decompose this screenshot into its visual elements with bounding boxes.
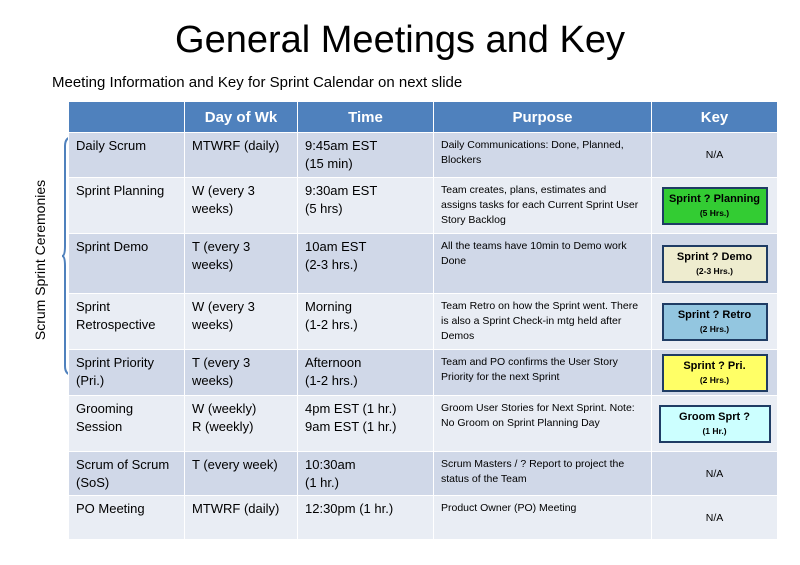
meeting-name-cell: Sprint Demo [69, 234, 185, 294]
time-cell: 9:45am EST (15 min) [298, 133, 434, 178]
time-cell: Afternoon (1-2 hrs.) [298, 350, 434, 396]
purpose-cell: Team creates, plans, estimates and assigns tasks for each Current Sprint User Story Backlog [434, 178, 652, 234]
table-row [69, 496, 778, 540]
side-label: Scrum Sprint Ceremonies [32, 179, 48, 341]
meeting-name-cell: PO Meeting [69, 496, 185, 540]
day-cell: W (every 3 weeks) [185, 294, 298, 350]
day-cell: T (every 3 weeks) [185, 350, 298, 396]
meeting-name-cell: Grooming Session [69, 396, 185, 452]
day-cell: MTWRF (daily) [185, 496, 298, 540]
key-cell [652, 133, 778, 178]
meeting-name-cell: Sprint Planning [69, 178, 185, 234]
purpose-cell: All the teams have 10min to Demo work Done [434, 234, 652, 294]
time-cell: Morning (1-2 hrs.) [298, 294, 434, 350]
header-purpose: Purpose [434, 102, 652, 133]
table-row [69, 350, 778, 396]
day-cell: T (every week) [185, 452, 298, 496]
key-na-text: N/A [705, 511, 724, 524]
key-badge-label: Sprint ? Planning [668, 192, 761, 205]
table-row [69, 178, 778, 234]
key-badge [662, 354, 768, 392]
header-key: Key [652, 102, 778, 133]
key-badge-hours: (2 Hrs.) [699, 374, 730, 385]
key-badge-hours: (2-3 Hrs.) [696, 265, 733, 276]
key-badge-label: Sprint ? Retro [677, 308, 752, 321]
table-row [69, 396, 778, 452]
key-badge-label: Sprint ? Pri. [683, 359, 746, 372]
key-badge-label: Sprint ? Demo [676, 250, 753, 263]
time-cell: 10am EST (2-3 hrs.) [298, 234, 434, 294]
table-row [69, 234, 778, 294]
purpose-cell: Daily Communications: Done, Planned, Blockers [434, 133, 652, 178]
purpose-cell: Team and PO confirms the User Story Priority for the next Sprint [434, 350, 652, 396]
table-header-row [69, 102, 778, 133]
key-badge [662, 245, 768, 283]
meeting-name-cell: Sprint Retrospective [69, 294, 185, 350]
purpose-cell: Scrum Masters / ? Report to project the status of the Team [434, 452, 652, 496]
time-cell: 4pm EST (1 hr.) 9am EST (1 hr.) [298, 396, 434, 452]
key-badge-label: Groom Sprt ? [679, 410, 750, 423]
key-cell [652, 178, 778, 234]
key-cell [652, 294, 778, 350]
key-badge [659, 405, 771, 443]
day-cell: W (every 3 weeks) [185, 178, 298, 234]
key-badge-hours: (5 Hrs.) [699, 207, 730, 218]
key-badge [662, 187, 768, 225]
purpose-cell: Groom User Stories for Next Sprint. Note: No Groom on Sprint Planning Day [434, 396, 652, 452]
meeting-name-cell: Sprint Priority (Pri.) [69, 350, 185, 396]
day-cell: W (weekly) R (weekly) [185, 396, 298, 452]
purpose-cell: Product Owner (PO) Meeting [434, 496, 652, 540]
header-day: Day of Wk [185, 102, 298, 133]
page-title: General Meetings and Key [175, 19, 625, 61]
key-badge-hours: (2 Hrs.) [699, 323, 730, 334]
key-cell [652, 234, 778, 294]
key-na-text: N/A [705, 467, 724, 480]
table-row [69, 133, 778, 178]
time-cell: 12:30pm (1 hr.) [298, 496, 434, 540]
meeting-name-cell: Scrum of Scrum (SoS) [69, 452, 185, 496]
purpose-cell: Team Retro on how the Sprint went. There is also a Sprint Check-in mtg held after Demos [434, 294, 652, 350]
time-cell: 10:30am (1 hr.) [298, 452, 434, 496]
key-cell [652, 350, 778, 396]
time-cell: 9:30am EST (5 hrs) [298, 178, 434, 234]
key-na-text: N/A [705, 149, 724, 161]
key-badge-hours: (1 Hr.) [702, 425, 727, 436]
key-cell [652, 396, 778, 452]
key-cell [652, 496, 778, 540]
header-time: Time [298, 102, 434, 133]
day-cell: T (every 3 weeks) [185, 234, 298, 294]
table-row [69, 452, 778, 496]
meetings-table [68, 101, 778, 540]
table-row [69, 294, 778, 350]
key-badge [662, 303, 768, 341]
header-blank [69, 102, 185, 133]
key-cell [652, 452, 778, 496]
day-cell: MTWRF (daily) [185, 133, 298, 178]
meeting-name-cell: Daily Scrum [69, 133, 185, 178]
page-subtitle: Meeting Information and Key for Sprint Calendar on next slide [52, 74, 463, 91]
